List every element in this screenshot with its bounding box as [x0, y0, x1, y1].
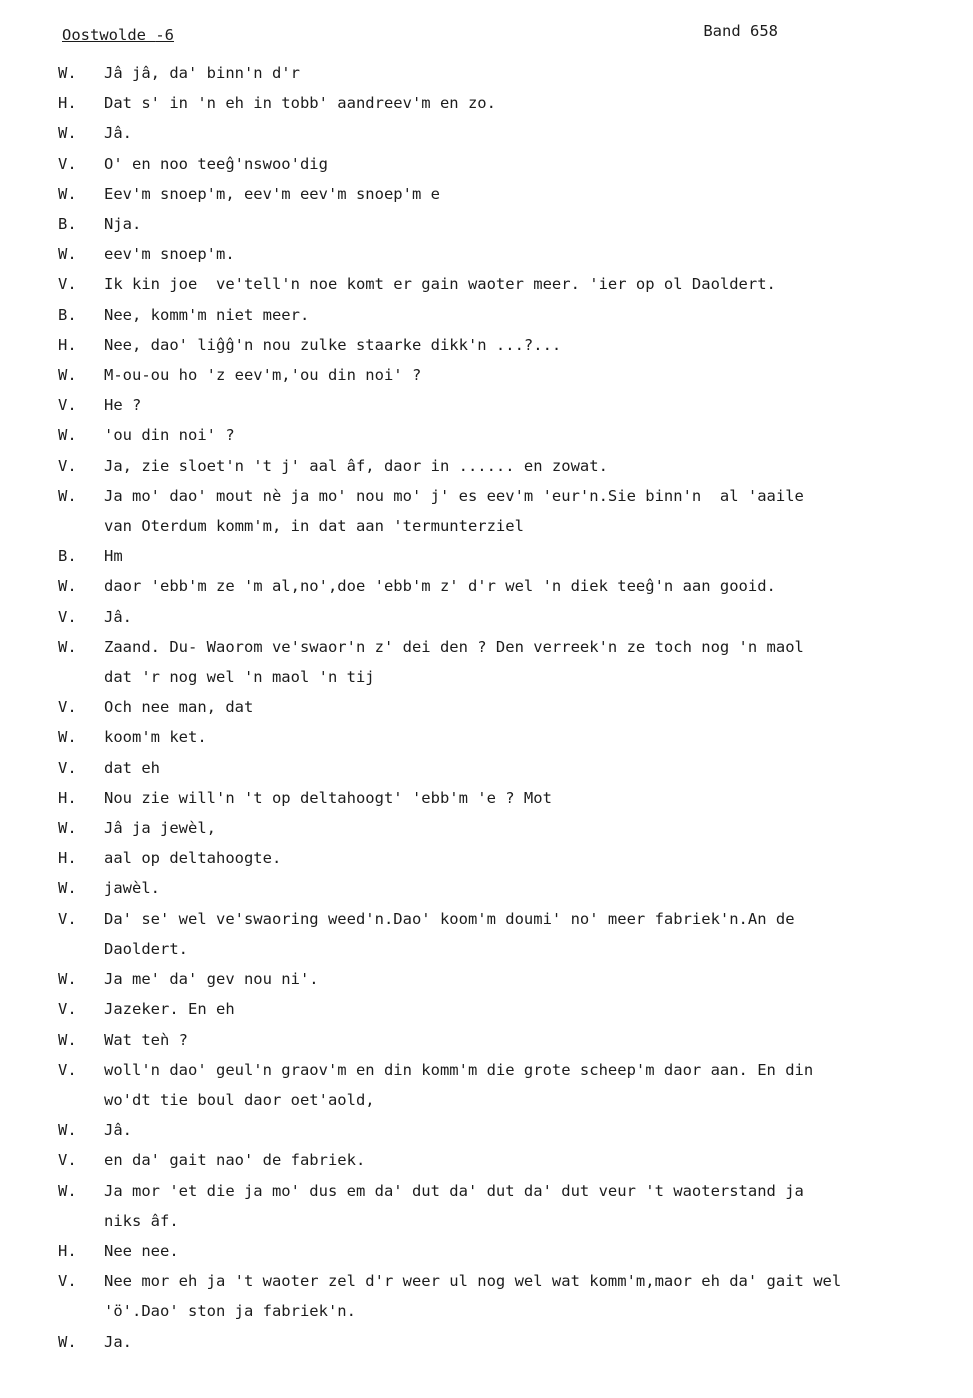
dialogue-turn — [58, 1055, 943, 1115]
dialogue-turn — [58, 873, 943, 903]
dialogue-turn — [58, 118, 943, 148]
dialogue-turn — [58, 269, 943, 299]
speaker-label: H. — [58, 335, 77, 354]
utterance-line: He ? — [104, 396, 142, 415]
dialogue-turn — [58, 843, 943, 873]
speaker-label: W. — [58, 577, 77, 596]
speaker-label: W. — [58, 970, 77, 989]
utterance-line: Nee nee. — [104, 1241, 179, 1260]
dialogue-turn — [58, 390, 943, 420]
utterance-line: Ja mor 'et die ja mo' dus em da' dut da' dut da' dut veur 't waoterstand ja — [104, 1181, 804, 1200]
utterance-line: Hm — [104, 547, 123, 566]
speaker-label: V. — [58, 396, 77, 415]
speaker-label: W. — [58, 1030, 77, 1049]
utterance-line: wo'dt tie boul daor oet'aold, — [104, 1090, 375, 1109]
dialogue-turn — [58, 179, 943, 209]
utterance-line: Zaand. Du- Waorom ve'swaor'n z' dei den ? Den verreek'n ze toch nog 'n maol — [104, 637, 804, 656]
speaker-label: H. — [58, 788, 77, 807]
page-header — [58, 22, 778, 46]
dialogue-turn — [58, 904, 943, 964]
speaker-label: V. — [58, 909, 77, 928]
dialogue-turn — [58, 571, 943, 601]
utterance-line: daor 'ebb'm ze 'm al,no',doe 'ebb'm z' d'r wel 'n diek teeĝ'n aan gooid. — [104, 577, 776, 596]
speaker-label: B. — [58, 547, 77, 566]
speaker-label: W. — [58, 637, 77, 656]
utterance-line: 'ou din noi' ? — [104, 426, 235, 445]
utterance-line: Och nee man, dat — [104, 698, 254, 717]
dialogue-turn — [58, 451, 943, 481]
utterance-line: Jâ. — [104, 124, 132, 143]
dialogue-turn — [58, 149, 943, 179]
utterance-line: 'ö'.Dao' ston ja fabriek'n. — [104, 1302, 356, 1321]
speaker-label: H. — [58, 849, 77, 868]
utterance-line: jawèl. — [104, 879, 160, 898]
speaker-label: W. — [58, 1121, 77, 1140]
utterance-line: en da' gait nao' de fabriek. — [104, 1151, 366, 1170]
utterance-line: Ja. — [104, 1332, 132, 1351]
speaker-label: W. — [58, 1332, 77, 1351]
dialogue-turn — [58, 58, 943, 88]
dialogue-turn — [58, 1236, 943, 1266]
utterance-line: Eev'm snoep'm, eev'm eev'm snoep'm e — [104, 184, 440, 203]
utterance-line: koom'm ket. — [104, 728, 207, 747]
dialogue-turn — [58, 783, 943, 813]
dialogue-turn — [58, 209, 943, 239]
dialogue-turn — [58, 1145, 943, 1175]
utterance-line: Jâ ja jewèl, — [104, 819, 216, 838]
speaker-label: W. — [58, 879, 77, 898]
dialogue-turn — [58, 481, 943, 541]
utterance-line: Nee mor eh ja 't waoter zel d'r weer ul nog wel wat komm'm,maor eh da' gait wel — [104, 1272, 842, 1291]
dialogue-turn — [58, 632, 943, 692]
speaker-label: W. — [58, 426, 77, 445]
utterance-line: Da' se' wel ve'swaoring weed'n.Dao' koom'm doumi' no' meer fabriek'n.An de — [104, 909, 795, 928]
utterance-line: dat eh — [104, 758, 160, 777]
dialogue-turn — [58, 239, 943, 269]
transcript — [58, 58, 943, 1357]
speaker-label: W. — [58, 64, 77, 82]
speaker-label: V. — [58, 1000, 77, 1019]
utterance-line: Jâ jâ, da' binn'n d'r — [104, 64, 300, 82]
dialogue-turn — [58, 753, 943, 783]
utterance-line: Jazeker. En eh — [104, 1000, 235, 1019]
speaker-label: W. — [58, 124, 77, 143]
dialogue-turn — [58, 1327, 943, 1357]
speaker-label: V. — [58, 698, 77, 717]
dialogue-turn — [58, 1115, 943, 1145]
utterance-line: woll'n dao' geul'n graov'm en din komm'm die grote scheep'm daor aan. En din — [104, 1060, 814, 1079]
dialogue-turn — [58, 602, 943, 632]
band-number: Band 658 — [703, 22, 778, 40]
dialogue-turn — [58, 300, 943, 330]
utterance-line: Ik kin joe ve'tell'n noe komt er gain waoter meer. 'ier op ol Daoldert. — [104, 275, 776, 294]
dialogue-turn — [58, 541, 943, 571]
utterance-line: Nou zie will'n 't op deltahoogt' 'ebb'm 'e ? Mot — [104, 788, 552, 807]
speaker-label: V. — [58, 154, 77, 173]
dialogue-turn — [58, 994, 943, 1024]
utterance-line: Ja, zie sloet'n 't j' aal âf, daor in ...... en zowat. — [104, 456, 608, 475]
speaker-label: B. — [58, 305, 77, 324]
speaker-label: W. — [58, 819, 77, 838]
speaker-label: V. — [58, 1151, 77, 1170]
speaker-label: V. — [58, 1272, 77, 1291]
speaker-label: H. — [58, 1241, 77, 1260]
dialogue-turn — [58, 813, 943, 843]
utterance-line: dat 'r nog wel 'n maol 'n tij — [104, 668, 375, 687]
dialogue-turn — [58, 964, 943, 994]
utterance-line: van Oterdum komm'm, in dat aan 'termunterziel — [104, 517, 524, 536]
utterance-line: eev'm snoep'm. — [104, 245, 235, 264]
page-number: -6 — [155, 26, 175, 44]
utterance-line: O' en noo teeĝ'nswoo'dig — [104, 154, 328, 173]
speaker-label: V. — [58, 607, 77, 626]
utterance-line: Nee, komm'm niet meer. — [104, 305, 310, 324]
speaker-label: W. — [58, 1181, 77, 1200]
utterance-line: Nee, dao' liĝĝ'n nou zulke staarke dikk'n ...?... — [104, 335, 562, 354]
utterance-line: Ja mo' dao' mout nè ja mo' nou mo' j' es eev'm 'eur'n.Sie binn'n al 'aaile — [104, 486, 804, 505]
utterance-line: aal op deltahoogte. — [104, 849, 282, 868]
utterance-line: M-ou-ou ho 'z eev'm,'ou din noi' ? — [104, 366, 422, 385]
dialogue-turn — [58, 420, 943, 450]
dialogue-turn — [58, 330, 943, 360]
dialogue-turn — [58, 1025, 943, 1055]
place-name: Oostwolde — [62, 26, 146, 44]
utterance-line: Daoldert. — [104, 939, 188, 958]
speaker-label: H. — [58, 94, 77, 113]
place-heading — [62, 26, 174, 44]
utterance-line: Nja. — [104, 215, 142, 234]
speaker-label: B. — [58, 215, 77, 234]
utterance-line: Dat s' in 'n eh in tobb' aandreev'm en zo. — [104, 94, 496, 113]
utterance-line: Jâ. — [104, 1121, 132, 1140]
utterance-line: niks âf. — [104, 1211, 179, 1230]
speaker-label: V. — [58, 758, 77, 777]
dialogue-turn — [58, 692, 943, 722]
dialogue-turn — [58, 1176, 943, 1236]
speaker-label: V. — [58, 1060, 77, 1079]
speaker-label: W. — [58, 486, 77, 505]
speaker-label: W. — [58, 184, 77, 203]
dialogue-turn — [58, 360, 943, 390]
speaker-label: W. — [58, 245, 77, 264]
speaker-label: W. — [58, 366, 77, 385]
speaker-label: V. — [58, 456, 77, 475]
dialogue-turn — [58, 1266, 943, 1326]
dialogue-turn — [58, 722, 943, 752]
utterance-line: Wat teǹ ? — [104, 1030, 188, 1049]
utterance-line: Jâ. — [104, 607, 132, 626]
dialogue-turn — [58, 88, 943, 118]
speaker-label: V. — [58, 275, 77, 294]
utterance-line: Ja me' da' gev nou ni'. — [104, 970, 319, 989]
speaker-label: W. — [58, 728, 77, 747]
